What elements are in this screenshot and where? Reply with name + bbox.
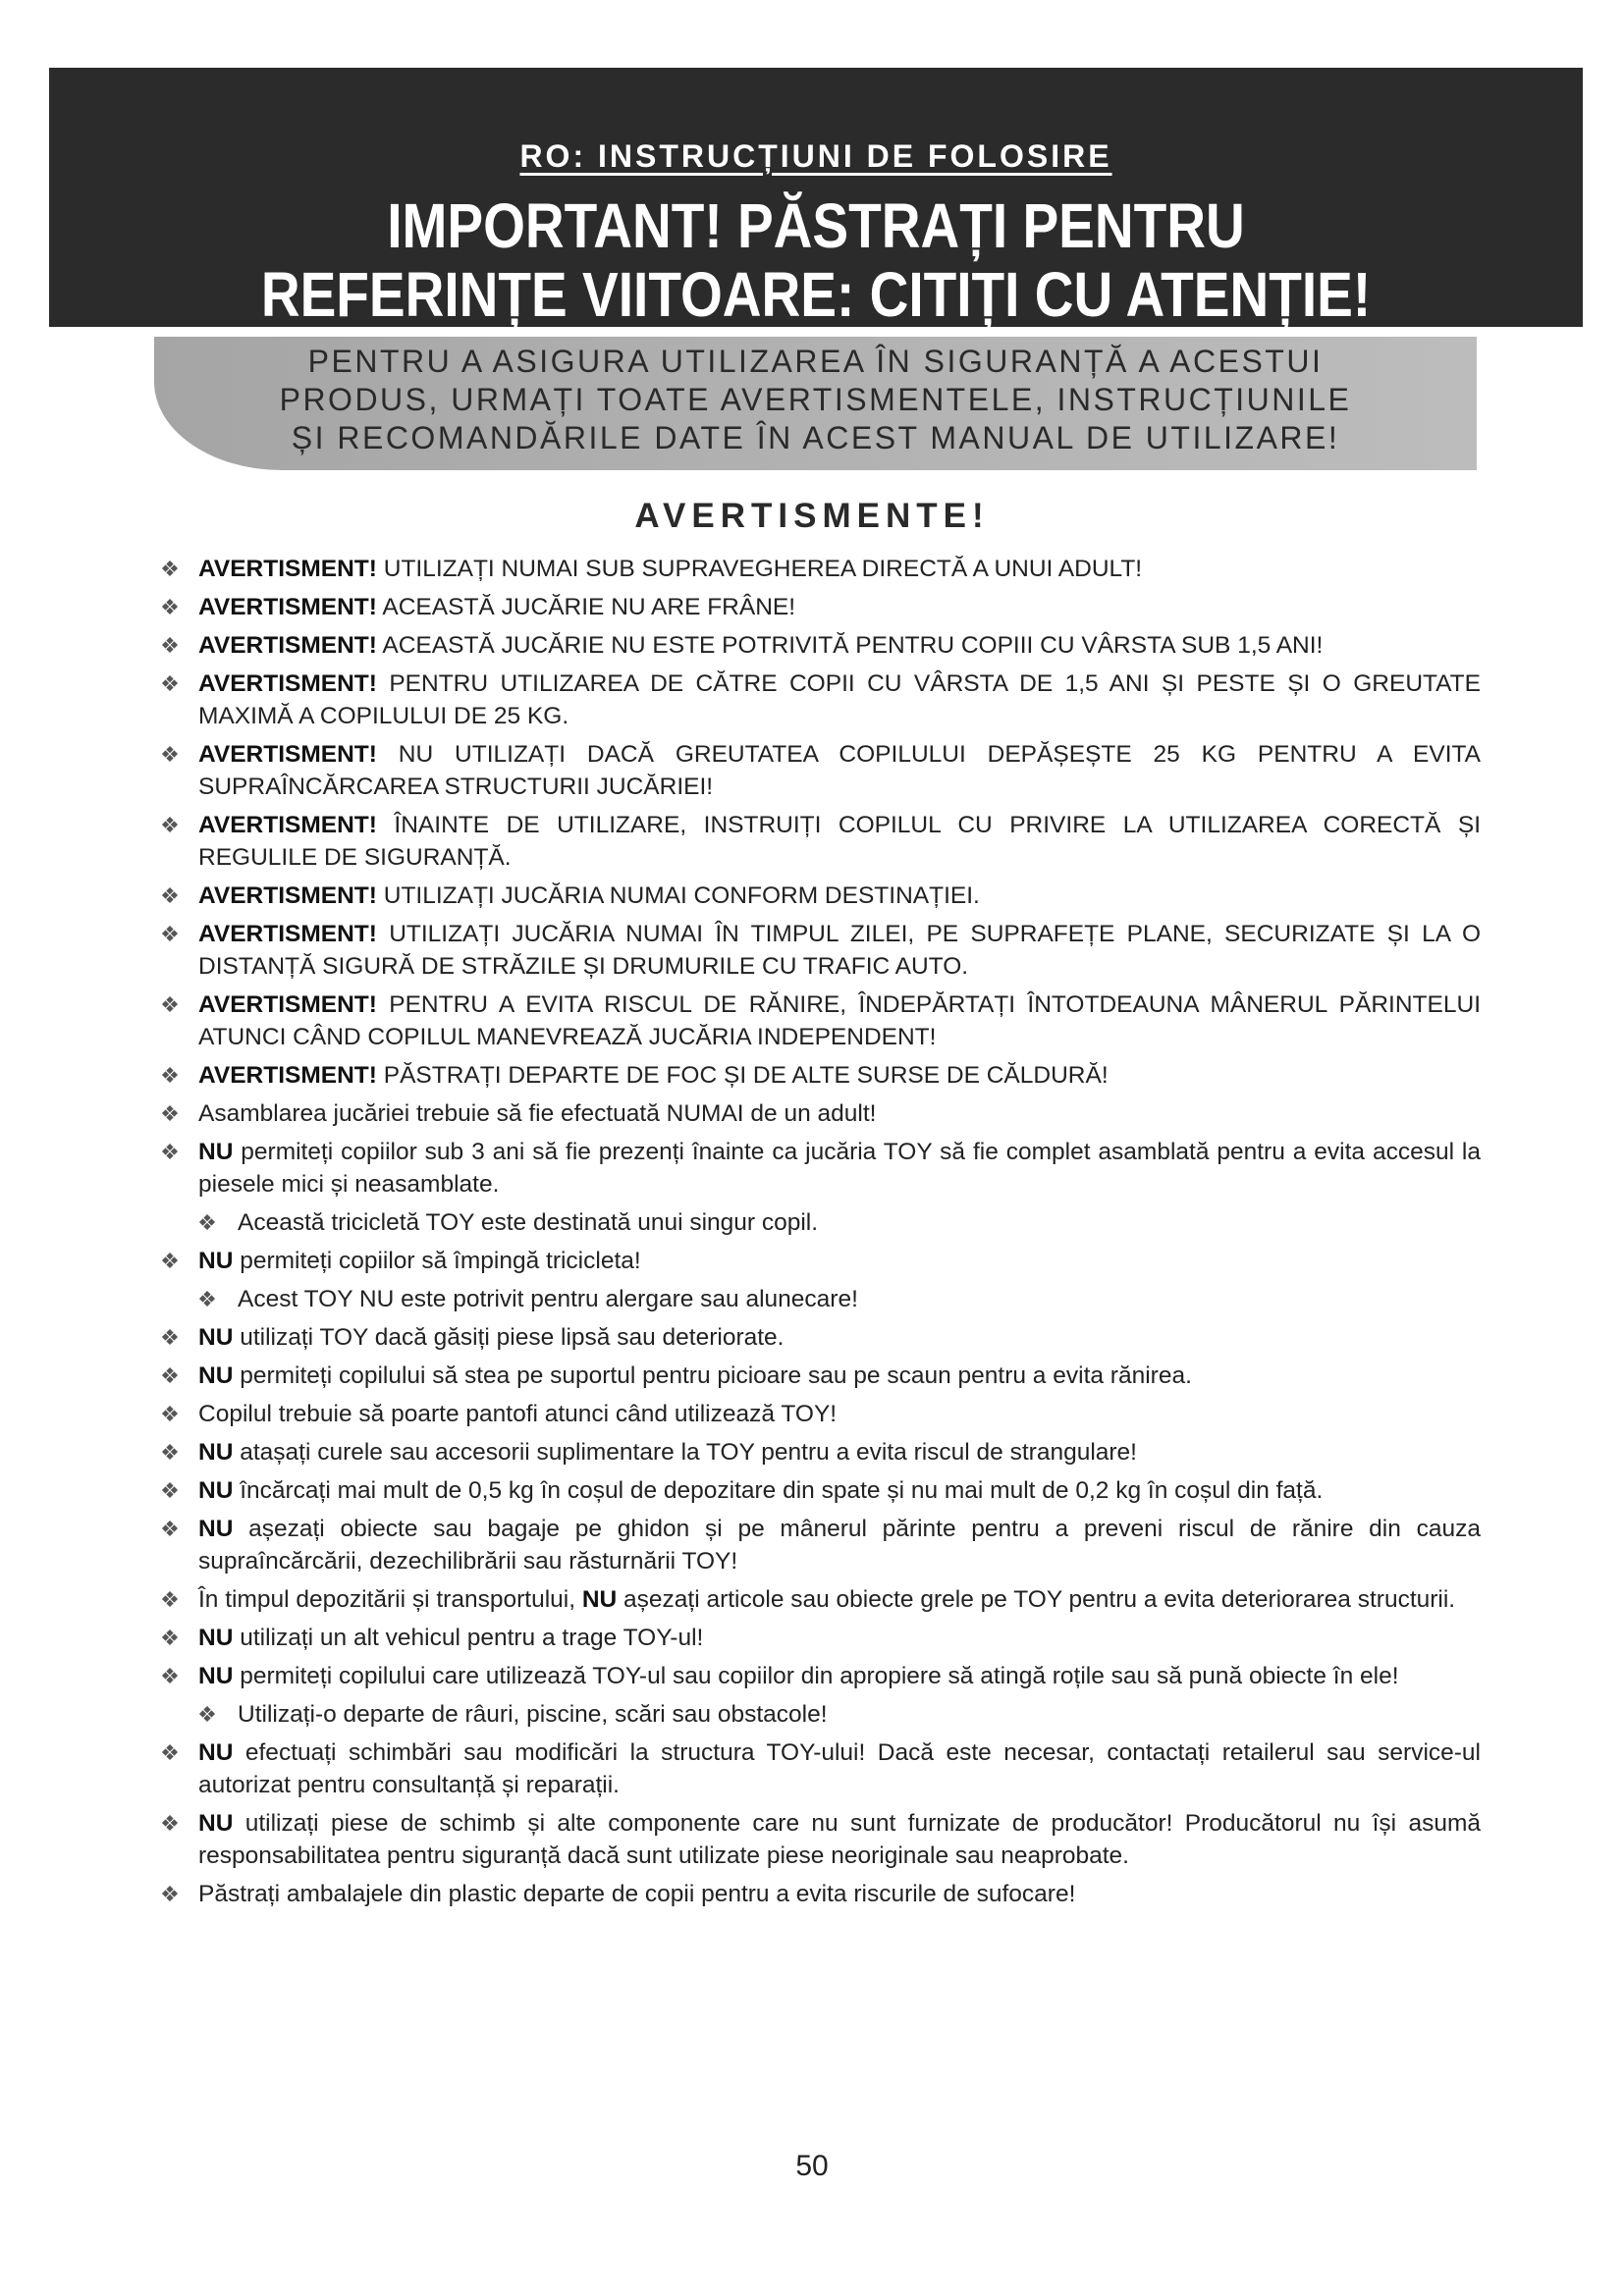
diamond-bullet-icon: ❖ [160, 1402, 180, 1426]
warning-text: NU UTILIZAȚI DACĂ GREUTATEA COPILULUI DEPĂȘEȘTE 25 KG PENTRU A EVITA SUPRAÎNCĂRCAREA STRUCTURII JUCĂRIEI! [198, 741, 1481, 800]
warning-keyword: NU [198, 1810, 234, 1837]
diamond-bullet-icon: ❖ [197, 1287, 217, 1311]
diamond-bullet-icon: ❖ [160, 1517, 180, 1541]
banner-line-3: ȘI RECOMANDĂRILE DATE ÎN ACEST MANUAL DE UTILIZARE! [291, 420, 1340, 455]
warning-text: permiteți copilului să stea pe suportul pentru picioare sau pe scaun pentru a evita rănirea. [233, 1362, 1192, 1389]
diamond-bullet-icon: ❖ [160, 1325, 180, 1350]
warning-keyword: NU [198, 1625, 234, 1651]
diamond-bullet-icon: ❖ [160, 1811, 180, 1836]
warning-text: UTILIZAȚI JUCĂRIA NUMAI ÎN TIMPUL ZILEI, PE SUPRAFEȚE PLANE, SECURIZATE ȘI LA O DISTANȚĂ SIGURĂ DE STRĂZILE ȘI DRUMURILE CU TRAFIC AUTO. [198, 921, 1481, 980]
warning-text: așezați articole sau obiecte grele pe TOY pentru a evita deteriorarea structurii. [617, 1586, 1456, 1613]
warning-text: UTILIZAȚI NUMAI SUB SUPRAVEGHEREA DIRECTĂ A UNUI ADULT! [376, 556, 1143, 582]
warning-item [155, 1321, 1481, 1354]
warning-text: PENTRU A EVITA RISCUL DE RĂNIRE, ÎNDEPĂRTAȚI ÎNTOTDEAUNA MÂNERUL PĂRINTELUI ATUNCI CÂND COPILUL MANEVREAZĂ JUCĂRIA INDEPENDENT! [198, 991, 1481, 1050]
section-title: AVERTISMENTE! [634, 497, 990, 535]
warning-text: ÎNAINTE DE UTILIZARE, INSTRUIȚI COPILUL CU PRIVIRE LA UTILIZAREA CORECTĂ ȘI REGULILE DE SIGURANȚĂ. [198, 812, 1481, 871]
warning-keyword: AVERTISMENT! [198, 991, 377, 1018]
warning-text: încărcați mai mult de 0,5 kg în coșul de depozitare din spate și nu mai mult de 0,2 kg în coșul din față. [233, 1477, 1324, 1504]
warning-keyword: NU [198, 1324, 234, 1351]
warning-item [155, 1245, 1481, 1277]
warning-keyword: NU [198, 1663, 234, 1689]
warning-text: UTILIZAȚI JUCĂRIA NUMAI CONFORM DESTINAȚIEI. [376, 882, 980, 909]
warning-keyword: AVERTISMENT! [198, 882, 377, 909]
warning-item [155, 667, 1481, 732]
warning-item [155, 1360, 1481, 1392]
warning-text: utilizați un alt vehicul pentru a trage TOY-ul! [233, 1625, 704, 1651]
diamond-bullet-icon: ❖ [160, 1101, 180, 1126]
warning-item [155, 1398, 1481, 1430]
warning-item [155, 1136, 1481, 1201]
diamond-bullet-icon: ❖ [160, 671, 180, 696]
warning-item [155, 1660, 1481, 1692]
diamond-bullet-icon: ❖ [160, 633, 180, 658]
warning-item [155, 591, 1481, 623]
warning-keyword: AVERTISMENT! [198, 556, 377, 582]
warning-item [155, 1736, 1481, 1801]
diamond-bullet-icon: ❖ [160, 1626, 180, 1650]
main-title-line-2: REFERINȚE VIITOARE: CITIȚI CU ATENȚIE! [260, 259, 1372, 330]
warning-text: În timpul depozitării și transportului, [198, 1586, 582, 1613]
warning-item [155, 1807, 1481, 1872]
warning-keyword: NU [198, 1739, 234, 1766]
warning-keyword: NU [581, 1586, 618, 1613]
warning-text: ACEASTĂ JUCĂRIE NU ESTE POTRIVITĂ PENTRU COPIII CU VÂRSTA SUB 1,5 ANI! [376, 632, 1324, 659]
diamond-bullet-icon: ❖ [160, 922, 180, 946]
warning-keyword: AVERTISMENT! [198, 812, 377, 838]
diamond-bullet-icon: ❖ [197, 1702, 217, 1727]
warning-item [155, 1206, 1481, 1239]
warning-keyword: NU [198, 1362, 234, 1389]
warning-text: utilizați TOY dacă găsiți piese lipsă sau deteriorate. [233, 1324, 785, 1351]
warning-text: PENTRU UTILIZAREA DE CĂTRE COPII CU VÂRSTA DE 1,5 ANI ȘI PESTE ȘI O GREUTATE MAXIMĂ A COPILULUI DE 25 KG. [198, 670, 1481, 729]
warning-keyword: AVERTISMENT! [198, 921, 377, 947]
diamond-bullet-icon: ❖ [160, 813, 180, 837]
diamond-bullet-icon: ❖ [197, 1210, 217, 1235]
warning-item [155, 809, 1481, 874]
warning-item [155, 738, 1481, 803]
warning-keyword: NU [198, 1477, 234, 1504]
language-title: RO: INSTRUCȚIUNI DE FOLOSIRE [519, 138, 1112, 174]
warning-item [155, 1513, 1481, 1577]
warning-keyword: NU [198, 1439, 234, 1466]
warning-text: Păstrați ambalajele din plastic departe de copii pentru a evita riscurile de sufocare! [198, 1881, 1076, 1907]
warning-keyword: NU [198, 1516, 234, 1542]
warning-item [155, 1097, 1481, 1130]
warning-item [155, 1436, 1481, 1468]
warning-text: Utilizați-o departe de râuri, piscine, scări sau obstacole! [238, 1701, 828, 1728]
diamond-bullet-icon: ❖ [160, 1664, 180, 1688]
warning-item [155, 553, 1481, 585]
diamond-bullet-icon: ❖ [160, 1440, 180, 1465]
banner-line-2: PRODUS, URMAȚI TOATE AVERTISMENTELE, INSTRUCȚIUNILE [279, 382, 1352, 417]
diamond-bullet-icon: ❖ [160, 1063, 180, 1088]
main-title-line-1: IMPORTANT! PĂSTRAȚI PENTRU [387, 190, 1245, 261]
warning-text: Asamblarea jucăriei trebuie să fie efectuată NUMAI de un adult! [198, 1100, 877, 1127]
warning-item [155, 1474, 1481, 1507]
warning-text: permiteți copiilor să împingă tricicleta! [233, 1248, 641, 1274]
warning-item [155, 1698, 1481, 1731]
diamond-bullet-icon: ❖ [160, 1478, 180, 1503]
warning-item [155, 1583, 1481, 1616]
warning-item [155, 629, 1481, 662]
warning-text: permiteți copiilor sub 3 ani să fie prezenți înainte ca jucăria TOY să fie complet asamblată pentru a evita accesul la piesele mici și neasamblate. [198, 1139, 1481, 1198]
diamond-bullet-icon: ❖ [160, 1740, 180, 1765]
warning-item [155, 1283, 1481, 1315]
warning-text: Copilul trebuie să poarte pantofi atunci când utilizează TOY! [198, 1401, 838, 1427]
diamond-bullet-icon: ❖ [160, 1363, 180, 1388]
warning-keyword: NU [198, 1248, 234, 1274]
header-bar [49, 68, 1583, 330]
warning-text: Această tricicletă TOY este destinată unui singur copil. [238, 1209, 819, 1236]
warning-text: PĂSTRAȚI DEPARTE DE FOC ȘI DE ALTE SURSE DE CĂLDURĂ! [376, 1062, 1109, 1089]
warning-text: ACEASTĂ JUCĂRIE NU ARE FRÂNE! [376, 594, 796, 620]
warning-keyword: AVERTISMENT! [198, 1062, 377, 1089]
warning-text: utilizați piese de schimb și alte componente care nu sunt furnizate de producător! Producătorul nu își asumă responsabilitatea pentru siguranță dacă sunt utilizate piese neoriginale sau neaprobate. [198, 1810, 1481, 1869]
warning-item [155, 1878, 1481, 1910]
banner-line-1: PENTRU A ASIGURA UTILIZAREA ÎN SIGURANȚĂ A ACESTUI [307, 344, 1324, 379]
warning-text: efectuați schimbări sau modificări la structura TOY-ului! Dacă este necesar, contactați retailerul sau service-ul autorizat pentru consultanță și reparații. [198, 1739, 1481, 1798]
warning-item [155, 918, 1481, 983]
warning-text: atașați curele sau accesorii suplimentare la TOY pentru a evita riscul de strangulare! [233, 1439, 1137, 1466]
safety-banner [154, 337, 1477, 470]
diamond-bullet-icon: ❖ [160, 595, 180, 619]
warnings-list [155, 553, 1481, 1916]
page-number: 50 [795, 2150, 829, 2182]
warning-keyword: AVERTISMENT! [198, 670, 377, 697]
warning-text: așezați obiecte sau bagaje pe ghidon și pe mânerul părinte pentru a preveni riscul de rănire din cauza supraîncărcării, dezechilibrării sau răsturnării TOY! [198, 1516, 1481, 1575]
warning-item [155, 988, 1481, 1053]
warning-item [155, 880, 1481, 912]
diamond-bullet-icon: ❖ [160, 992, 180, 1017]
diamond-bullet-icon: ❖ [160, 742, 180, 767]
warning-keyword: AVERTISMENT! [198, 741, 377, 768]
warning-keyword: AVERTISMENT! [198, 632, 377, 659]
diamond-bullet-icon: ❖ [160, 1140, 180, 1164]
diamond-bullet-icon: ❖ [160, 557, 180, 581]
diamond-bullet-icon: ❖ [160, 1587, 180, 1612]
warning-keyword: AVERTISMENT! [198, 594, 377, 620]
warning-text: Acest TOY NU este potrivit pentru alergare sau alunecare! [238, 1286, 858, 1312]
diamond-bullet-icon: ❖ [160, 1249, 180, 1273]
warning-keyword: NU [198, 1139, 234, 1165]
warning-item [155, 1059, 1481, 1092]
warning-item [155, 1622, 1481, 1654]
diamond-bullet-icon: ❖ [160, 1882, 180, 1906]
warning-text: permiteți copilului care utilizează TOY-ul sau copiilor din apropiere să atingă roțile sau să pună obiecte în ele! [233, 1663, 1399, 1689]
diamond-bullet-icon: ❖ [160, 883, 180, 908]
main-title [49, 191, 1583, 329]
